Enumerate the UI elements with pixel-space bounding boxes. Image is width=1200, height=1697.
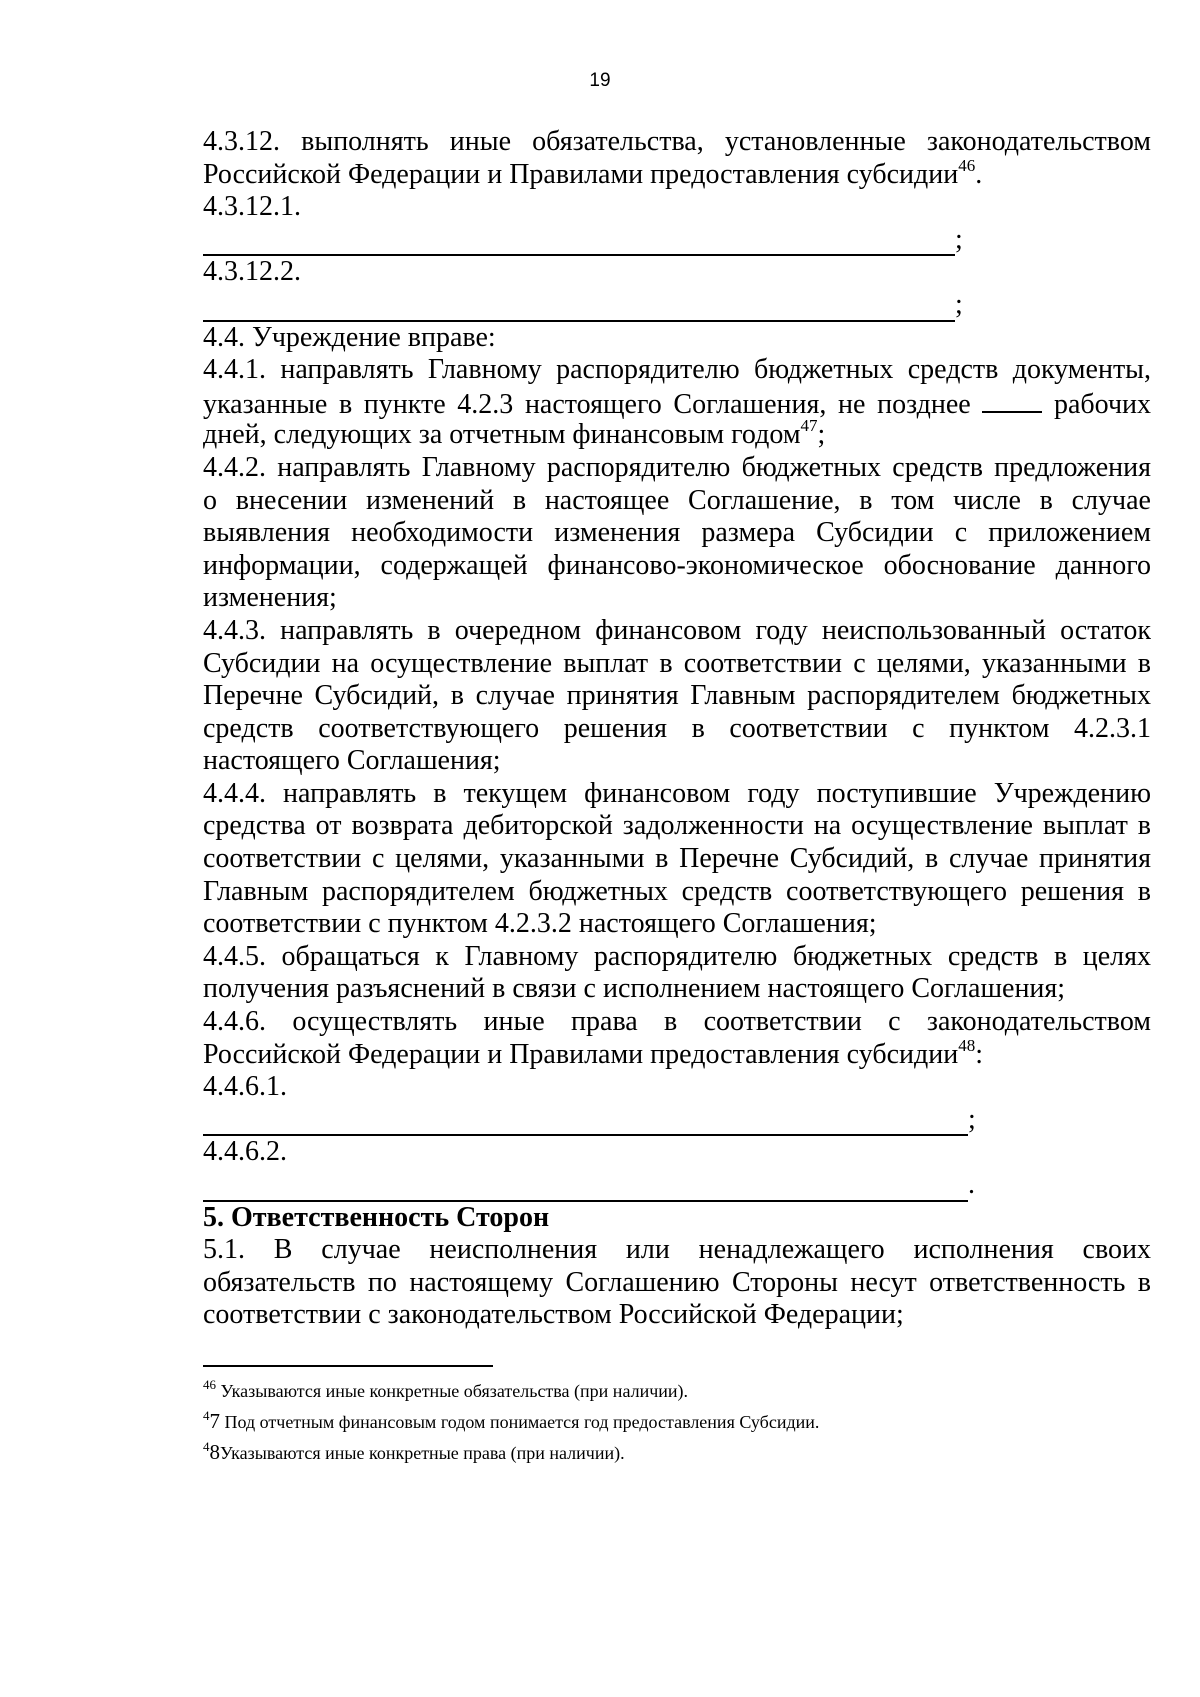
- text-line: соответствии с законодательством Российской Федерации;: [203, 1299, 904, 1331]
- text-line: 4.3.12. выполнять иные обязательства, установленные законодательством: [203, 126, 1151, 157]
- text-line: Главным распорядителем бюджетных средств соответствующего решения в: [203, 875, 1151, 907]
- text-line: настоящего Соглашения;: [203, 745, 501, 777]
- footnote-separator: [203, 1365, 493, 1367]
- fill-in-line: ;: [203, 289, 1151, 322]
- text-line: средства от возврата дебиторской задолженности на осуществление выплат в: [203, 810, 1151, 842]
- footnote-number: 46: [203, 1377, 216, 1392]
- footnote-ref: 47: [800, 416, 818, 436]
- text-line: информации, содержащей финансово-экономическое обоснование данного: [203, 549, 1151, 581]
- clause-number: 4.3.12.1.: [203, 191, 301, 223]
- text-line: указанные в пункте 4.2.3 настоящего Соглашения, не позднее рабочих: [203, 388, 1152, 420]
- fill-in-line: .: [203, 1169, 1151, 1202]
- blank-field: [203, 1176, 968, 1202]
- text-line: средств соответствующего решения в соответствии с пунктом 4.2.3.1: [203, 712, 1151, 744]
- fill-in-line: ;: [203, 1104, 1151, 1137]
- blank-field: [203, 1110, 968, 1136]
- text-line: 4.4.3. направлять в очередном финансовом году неиспользованный остаток: [203, 614, 1151, 646]
- text-line: Российской Федерации и Правилами предоставления субсидии$^{48}$:: [203, 1035, 984, 1070]
- text-line: Субсидии на осуществление выплат в соответствии с целями, указанными в: [203, 647, 1151, 679]
- document-body: [203, 126, 1151, 1332]
- text-line: изменения;: [203, 582, 337, 614]
- text-line: соответствии с целями, указанными в Перечне Субсидий, в случае принятия: [203, 843, 1151, 875]
- text-line: соответствии с пунктом 4.2.3.2 настоящего Соглашения;: [203, 908, 877, 940]
- footnote: $^{46}$ Указываются иные конкретные обязательства (при наличии).: [203, 1377, 689, 1401]
- footnote-number: 4: [203, 1439, 210, 1454]
- clause-number: 4.3.12.2.: [203, 256, 301, 288]
- page-number: 19: [589, 70, 611, 91]
- text-line: 4.4.1. направлять Главному распорядителю бюджетных средств документы,: [203, 354, 1151, 386]
- clause-number: 4.4.6.1.: [203, 1071, 287, 1103]
- clause-number: 4.4.6.2.: [203, 1136, 287, 1168]
- text-line: 4.4. Учреждение вправе:: [203, 321, 496, 353]
- text-line: Перечне Субсидий, в случае принятия Главным распорядителем бюджетных: [203, 680, 1151, 712]
- footnote: $^4$7 Под отчетным финансовым годом понимается год предоставления Субсидии.: [203, 1408, 820, 1433]
- text-line: дней, следующих за отчетным финансовым годом$^{47}$;: [203, 416, 826, 451]
- days-blank: [982, 387, 1042, 413]
- footnote-ref: 46: [958, 155, 976, 175]
- footnote: $^4$8Указываются иные конкретные права (при наличии).: [203, 1439, 625, 1464]
- fill-in-line: ;: [203, 224, 1151, 257]
- text-line: 4.4.4. направлять в текущем финансовом году поступившие Учреждению: [203, 777, 1151, 809]
- section-heading: 5. Ответственность Сторон: [203, 1201, 550, 1233]
- text-line: 4.4.5. обращаться к Главному распорядителю бюджетных средств в целях: [203, 940, 1151, 972]
- text-line: о внесении изменений в настоящее Соглашение, в том числе в случае: [203, 484, 1151, 516]
- footnote-ref: 48: [958, 1035, 976, 1055]
- text-line: выявления необходимости изменения размера Субсидии с приложением: [203, 517, 1151, 549]
- text-line: получения разъяснений в связи с исполнением настоящего Соглашения;: [203, 973, 1066, 1005]
- text-line: 4.4.6. осуществлять иные права в соответствии с законодательством: [203, 1006, 1151, 1038]
- blank-field: [203, 230, 955, 256]
- footnote-number: 4: [203, 1408, 210, 1423]
- footnote-number: 8: [209, 1440, 220, 1464]
- blank-field: [203, 296, 955, 322]
- text-line: обязательств по настоящему Соглашению Стороны несут ответственность в: [203, 1266, 1151, 1298]
- text-line: Российской Федерации и Правилами предоставления субсидии$^{46}$.: [203, 155, 983, 190]
- text-line: 4.4.2. направлять Главному распорядителю бюджетных средств предложения: [203, 451, 1151, 483]
- text-line: 5.1. В случае неисполнения или ненадлежащего исполнения своих: [203, 1234, 1151, 1266]
- footnotes: [203, 1376, 1151, 1468]
- footnote-number: 7: [209, 1409, 220, 1433]
